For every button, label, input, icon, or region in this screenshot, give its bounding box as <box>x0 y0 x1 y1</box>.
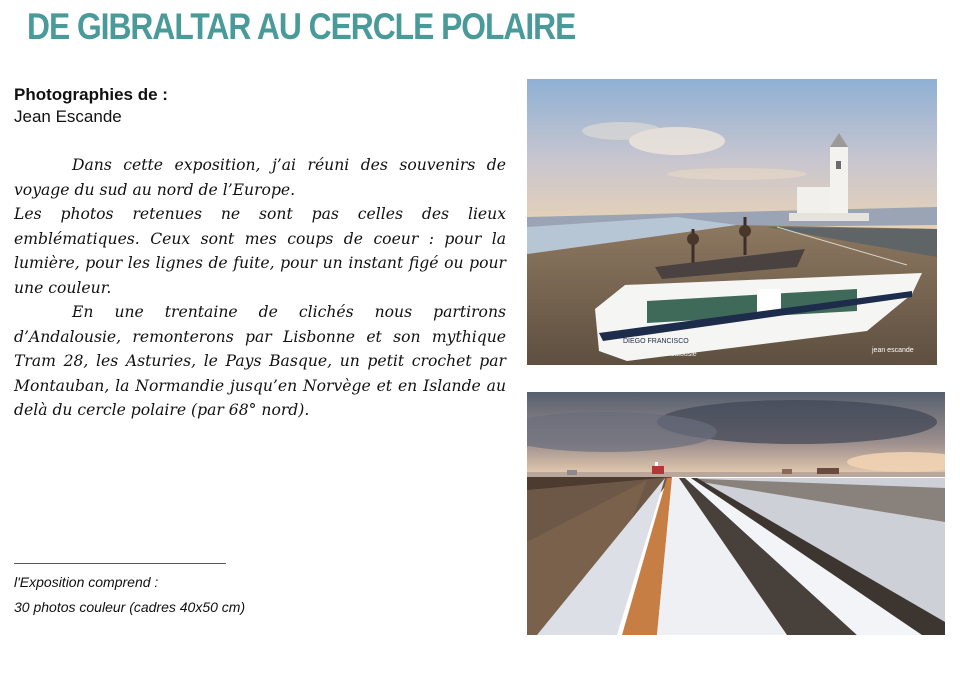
page-title: DE GIBRALTAR AU CERCLE POLAIRE <box>27 6 576 47</box>
photo-islande <box>527 392 945 635</box>
photo-credit <box>14 84 168 128</box>
boat-name: DIEGO FRANCISCO <box>623 338 689 345</box>
exposition-info <box>14 570 245 620</box>
intro-paragraph-1: Dans cette exposition, j’ai réuni des souvenirs de voyage du sud au nord de l’Europe. <box>14 156 506 199</box>
photo-caption: Cabo de Gata / Andalousie <box>613 351 697 358</box>
credit-label: Photographies de : <box>14 85 168 104</box>
divider <box>14 563 226 564</box>
photo-watermark: jean escande <box>872 347 914 354</box>
intro-paragraph-3: En une trentaine de clichés nous partirons d’Andalousie, remonterons par Lisbonne et son mythique Tram 28, les Asturies, le Pays Basque, un petit crochet par Montauban, la Normandie jusqu’en Norvège et en Islande au delà du cercle polaire (par 68° nord). <box>14 303 506 419</box>
exposition-heading: l'Exposition comprend : <box>14 574 159 590</box>
intro-text <box>14 153 506 423</box>
exposition-detail: 30 photos couleur (cadres 40x50 cm) <box>14 599 246 615</box>
intro-paragraph-2: Les photos retenues ne sont pas celles des lieux emblématiques. Ceux sont mes coups de coeur : pour la lumière, pour les lignes de fuite, pour un instant figé ou pour une couleur. <box>14 205 506 297</box>
photo-andalousie <box>527 79 937 365</box>
credit-author: Jean Escande <box>14 107 122 126</box>
